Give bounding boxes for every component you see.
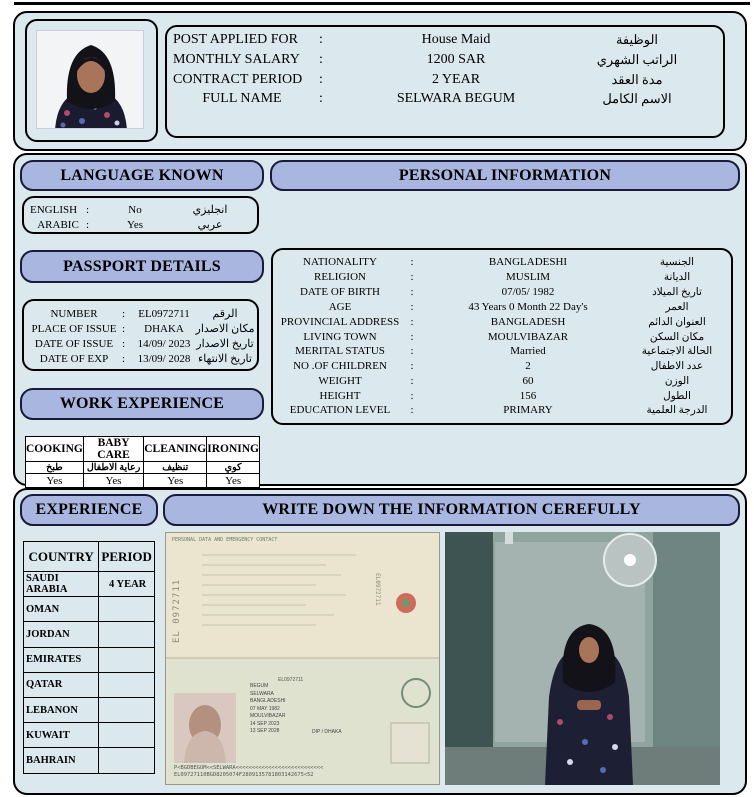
country-cell: BAHRAIN [24,748,99,773]
passport-scan-given-name: SELWARA [250,690,274,697]
passport-scan-fields [250,683,286,736]
table-row [24,597,155,622]
name-colon: : [319,91,323,106]
arabic-colon: : [86,218,90,231]
personal-label: EDUCATION LEVEL [289,404,391,417]
passport-scan-town: MOULVIBAZAR [250,713,286,719]
personal-row [275,270,717,285]
work-val-cooking: Yes [26,474,84,488]
passport-row-number [26,306,256,321]
passport-scan-nationality: BANGLADESHI [250,698,286,704]
contract-arabic: مدة العقد [611,72,663,87]
period-cell [99,622,155,647]
personal-colon: : [410,316,414,329]
personal-colon: : [410,345,414,358]
personal-row [275,255,717,270]
period-cell [99,647,155,672]
name-value: SELWARA BEGUM [396,91,516,106]
personal-arabic: العمر [665,302,689,314]
language-header: LANGUAGE KNOWN [20,160,264,191]
name-arabic: الاسم الكامل [602,91,672,106]
work-val-babycare: Yes [83,474,143,488]
work-col-babycare: BABY CARE [83,437,143,462]
expiry-value: 13/09/ 2028 [137,352,191,365]
work-header: WORK EXPERIENCE [20,388,264,420]
table-row [24,647,155,672]
period-column-header: PERIOD [99,542,155,572]
personal-colon: : [410,256,414,269]
personal-label: RELIGION [314,271,366,284]
personal-arabic: الديانة [663,272,691,284]
personal-value: PRIMARY [503,404,553,417]
period-cell [99,697,155,722]
english-colon: : [86,203,90,216]
personal-row [275,300,717,315]
personal-value: MUSLIM [505,271,550,284]
passport-scan-mrz-line2: EL09727110BGD8205074F2809135781803142675<52 [174,772,314,778]
personal-arabic: عدد الاطفال [650,361,704,373]
personal-colon: : [410,331,414,344]
table-row [24,622,155,647]
issue-label: DATE OF ISSUE [34,337,114,350]
passport-scan-image [165,532,440,785]
work-col-cleaning: CLEANING [144,437,207,462]
country-cell: KUWAIT [24,723,99,748]
expiry-label: DATE OF EXP [39,352,109,365]
arabic-label: ARABIC [37,218,79,231]
personal-value: 60 [522,375,534,388]
passport-number-label: NUMBER [50,307,98,320]
personal-value: BANGLADESH [490,316,566,329]
language-row-english [30,202,248,217]
passport-box [22,299,259,371]
country-cell: LEBANON [24,697,99,722]
personal-info-header: PERSONAL INFORMATION [270,160,740,191]
arabic-value: Yes [126,218,143,231]
passport-header: PASSPORT DETAILS [20,250,264,283]
post-colon: : [319,32,323,47]
personal-colon: : [410,271,414,284]
country-cell: OMAN [24,597,99,622]
passport-scan-mrz [174,765,436,779]
work-col-ironing-ar: كوي [207,462,260,474]
table-row [24,723,155,748]
place-value: DHAKA [144,322,184,335]
place-arabic: مكان الاصدار [195,323,255,335]
personal-value: 43 Years 0 Month 22 Day's [468,301,588,314]
name-label: FULL NAME [202,91,282,106]
personal-row [275,403,717,418]
passport-scan-authority: DIP / DHAKA [312,729,342,735]
contract-value: 2 YEAR [431,72,481,87]
work-val-ironing: Yes [207,474,260,488]
personal-row [275,359,717,374]
summary-row-salary [173,50,693,70]
passport-scan-expiry: 13 SEP 2028 [250,728,280,734]
period-cell [99,748,155,773]
country-column-header: COUNTRY [24,542,99,572]
contract-label: CONTRACT PERIOD [173,72,303,87]
personal-value: 07/05/ 1982 [501,286,555,299]
personal-label: WEIGHT [318,375,362,388]
work-col-babycare-ar: رعاية الاطفال [83,462,143,474]
english-arabic: انجليزي [192,204,228,216]
english-value: No [128,203,142,216]
passport-scan-issue: 14 SEP 2023 [250,720,280,727]
candidate-photo [36,30,144,129]
passport-number-value: EL0972711 [138,307,190,320]
english-label: ENGLISH [30,203,78,216]
personal-label: NATIONALITY [303,256,377,269]
table-row [24,572,155,597]
personal-arabic: العنوان الدائم [648,317,706,329]
personal-label: NO .OF CHILDREN [293,360,387,373]
issue-value: 14/09/ 2023 [137,337,191,350]
country-cell: EMIRATES [24,647,99,672]
full-length-photo [445,532,720,785]
personal-arabic: الحالة الاجتماعية [641,346,713,358]
personal-arabic: الجنسية [659,257,695,269]
personal-colon: : [410,375,414,388]
table-row [24,697,155,722]
passport-scan-dob: 07 MAY 1982 [250,705,280,712]
work-col-cleaning-ar: تنظيف [144,462,207,474]
personal-row [275,315,717,330]
experience-header: EXPERIENCE [20,494,158,526]
personal-row [275,330,717,345]
work-col-cooking-ar: طبخ [26,462,84,474]
period-cell [99,672,155,697]
arabic-arabic: عربي [197,219,223,231]
post-arabic: الوظيفة [615,32,659,47]
language-box [22,196,259,234]
personal-colon: : [410,360,414,373]
personal-value: 156 [519,390,537,403]
personal-colon: : [410,404,414,417]
personal-arabic: الدرجة العلمية [646,405,708,417]
issue-arabic: تاريخ الاصدار [196,338,254,350]
passport-scan-surname: BEGUM [250,683,269,689]
personal-arabic: الوزن [664,376,690,388]
personal-label: AGE [328,301,352,314]
country-cell: SAUDI ARABIA [24,572,99,597]
work-table [25,436,260,488]
passport-row-expiry [26,351,256,366]
summary-row-contract [173,70,693,90]
personal-value: MOULVIBAZAR [487,331,569,344]
personal-colon: : [410,390,414,403]
passport-number-arabic: الرقم [212,308,238,320]
personal-value: Married [510,345,546,358]
passport-scan-mrz-line1: P<BGDBEGUM<<SELWARA<<<<<<<<<<<<<<<<<<<<<<<<<<< [174,765,324,771]
work-val-cleaning: Yes [144,474,207,488]
place-colon: : [122,322,126,335]
summary-row-name [173,89,693,109]
summary-row-post [173,30,693,50]
table-row [24,748,155,773]
salary-colon: : [319,52,323,67]
personal-value: 2 [525,360,531,373]
personal-label: LIVING TOWN [303,331,377,344]
personal-row [275,374,717,389]
expiry-colon: : [122,352,126,365]
personal-arabic: تاريخ الميلاد [652,287,702,299]
notice-header: WRITE DOWN THE INFORMATION CEREFULLY [163,494,740,526]
personal-row [275,389,717,404]
top-rule [14,2,750,5]
period-cell [99,723,155,748]
personal-colon: : [410,301,414,314]
country-cell: QATAR [24,672,99,697]
post-label: POST APPLIED FOR [173,32,299,47]
passport-scan-vertical-number: EL 0972711 [172,578,182,643]
personal-row [275,285,717,300]
salary-arabic: الراتب الشهري [596,52,678,67]
personal-label: HEIGHT [319,390,361,403]
personal-label: PROVINCIAL ADDRESS [280,316,400,329]
passport-row-place [26,321,256,336]
salary-label: MONTHLY SALARY [173,52,300,67]
personal-value: BANGLADESHI [488,256,568,269]
passport-scan-doc-number: EL0972711 [278,677,304,683]
work-col-ironing: IRONING [207,437,260,462]
issue-colon: : [122,337,126,350]
personal-arabic: مكان السكن [649,332,705,344]
post-value: House Maid [421,32,491,47]
period-cell [99,597,155,622]
personal-label: DATE OF BIRTH [299,286,380,299]
passport-row-issue [26,336,256,351]
table-row [24,672,155,697]
expiry-arabic: تاريخ الانتهاء [198,353,252,365]
work-col-cooking: COOKING [26,437,84,462]
period-cell: 4 YEAR [99,572,155,597]
personal-arabic: الطول [663,391,691,403]
place-label: PLACE OF ISSUE [31,322,117,335]
salary-value: 1200 SAR [426,52,486,67]
country-cell: JORDAN [24,622,99,647]
language-row-arabic [30,217,248,232]
experience-table [23,541,155,774]
passport-scan-side-number: EL0972711 [374,573,381,606]
passport-number-colon: : [122,307,126,320]
personal-row [275,344,717,359]
personal-colon: : [410,286,414,299]
contract-colon: : [319,72,323,87]
passport-scan-header: PERSONAL DATA AND EMERGENCY CONTACT [172,537,278,543]
personal-label: MERITAL STATUS [295,345,385,358]
